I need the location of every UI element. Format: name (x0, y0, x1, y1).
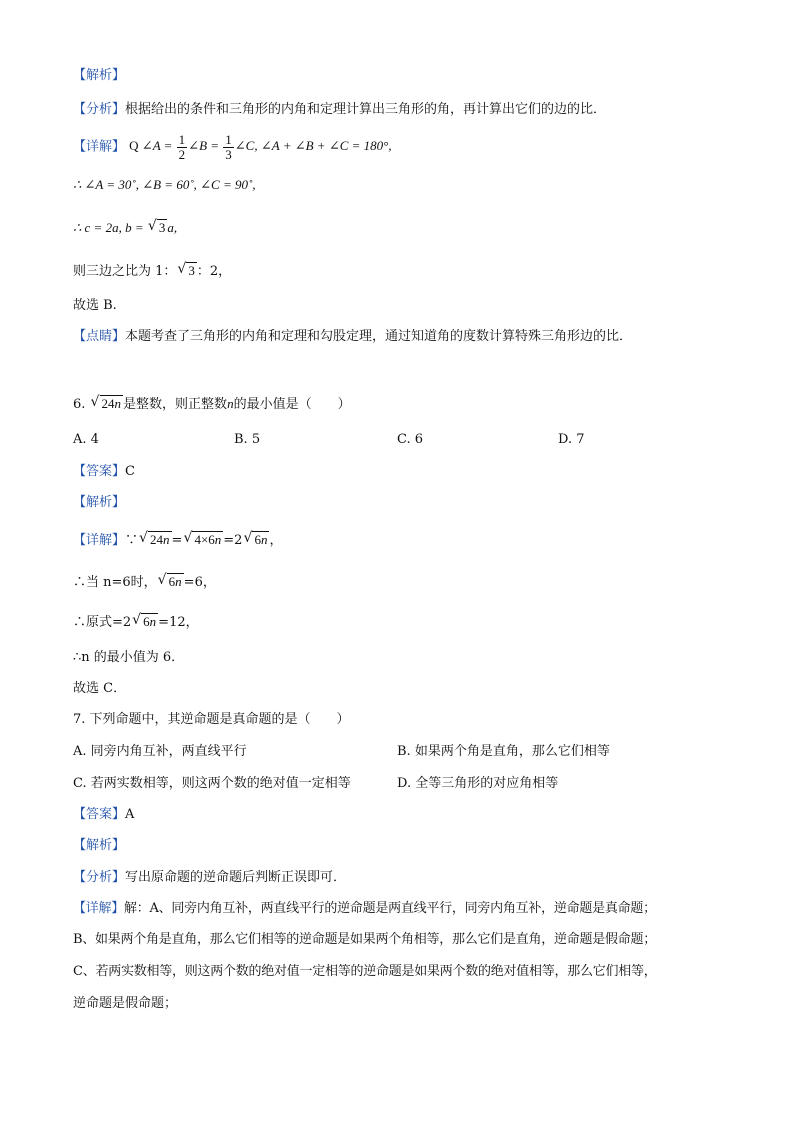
q6-option-d: D. 7 (558, 432, 585, 447)
q7-option-b: B. 如果两个角是直角，那么它们相等 (397, 744, 610, 759)
sqrt-24n: √ 24n (91, 394, 124, 415)
sqrt-6n-step3: √ 6n (132, 612, 158, 633)
sides-result-line: ∴ c = 2a, b = √ 3 a, (73, 218, 177, 238)
ratio-line: 则三边之比为 1：√ 3 ：2， (73, 261, 231, 281)
dianjing-text: 本题考查了三角形的内角和定理和勾股定理，通过知道角的度数计算特殊三角形边的比． (125, 329, 633, 344)
sqrt-6n-step2: √ 6n (158, 572, 184, 593)
q6-step2: ∴当 n=6时，√ 6n =6， (73, 572, 216, 592)
q6-option-b: B. 5 (234, 432, 261, 447)
q6-step3: ∴原式=2√ 6n =12， (73, 612, 199, 632)
q6-step5: 故选 C． (73, 681, 127, 696)
fraction-third: $\frac{1}{3}$ (225, 132, 232, 162)
fenxi-tag: 【分析】 (73, 102, 126, 117)
sqrt-3: √ 3 (148, 218, 168, 238)
sqrt-24n-step: √ 24n (139, 530, 172, 551)
q7-stem: 7. 下列命题中，其逆命题是真命题的是（ ） (73, 712, 350, 727)
answer-b-line: 故选 B. (73, 298, 117, 313)
q6-answer: C (125, 464, 135, 479)
q6-option-a: A. 4 (73, 432, 99, 447)
q6-jiexi-heading: 【解析】 (73, 495, 126, 510)
q6-step4: ∴n 的最小值为 6． (73, 650, 185, 665)
fenxi-text: 根据给出的条件和三角形的内角和定理计算出三角形的角，再计算出它们的边的比． (125, 102, 607, 117)
q7-answer: A (125, 807, 135, 822)
q7-line-b: B、如果两个角是直角，那么它们相等的逆命题是如果两个角相等，那么它们是直角，逆命题是假命题； (73, 932, 657, 947)
fenxi-line (73, 100, 606, 120)
sqrt-4x6n: √ 4×6n (183, 530, 223, 551)
q7-jiexi-heading: 【解析】 (73, 838, 126, 853)
xiangjie-tag: 【详解】 (73, 139, 126, 155)
q6-answer-line: 【答案】C (73, 464, 135, 479)
angles-result-line: ∴ ∠A = 30˚, ∠B = 60˚, ∠C = 90˚, (73, 177, 256, 192)
jiexi-heading: 【解析】 (73, 68, 126, 83)
q7-fenxi-line: 【分析】写出原命题的逆命题后判断正误即可． (73, 870, 347, 885)
q7-answer-line: 【答案】A (73, 807, 135, 822)
q7-option-c: C. 若两实数相等，则这两个数的绝对值一定相等 (73, 776, 351, 791)
q6-option-c: C. 6 (397, 432, 424, 447)
dianjing-tag: 【点睛】 (73, 329, 126, 344)
q7-xiangjie-line: 【详解】解：A、同旁内角互补，两直线平行的逆命题是两直线平行，同旁内角互补，逆命题是真命题； (73, 901, 656, 916)
xiangjie-line (73, 132, 392, 162)
dianjing-line (73, 327, 632, 347)
sqrt-6n: √ 6n (243, 530, 269, 551)
fraction-half: $\frac{1}{2}$ (178, 132, 186, 162)
q6-xiangjie-line: 【详解】∵√ 24n =√ 4×6n =2√ 6n ， (73, 530, 282, 550)
q7-line-c2: 逆命题是假命题； (73, 996, 178, 1011)
sqrt-3-ratio: √ 3 (177, 261, 197, 282)
q6-stem: 6. √ 24n 是整数，则正整数n的最小值是（ ） (73, 394, 351, 414)
q7-line-c: C、若两实数相等，则这两个数的绝对值一定相等的逆命题是如果两个数的绝对值相等，那么它们相等， (73, 964, 657, 979)
q7-option-d: D. 全等三角形的对应角相等 (397, 776, 559, 791)
angle-equation: Q ∠A = $\frac{1}{2}$ ∠B = $\frac{1}{3}$ ∠C, ∠A + ∠B + ∠C = 180°, (129, 132, 392, 162)
q7-option-a: A. 同旁内角互补，两直线平行 (73, 744, 247, 759)
